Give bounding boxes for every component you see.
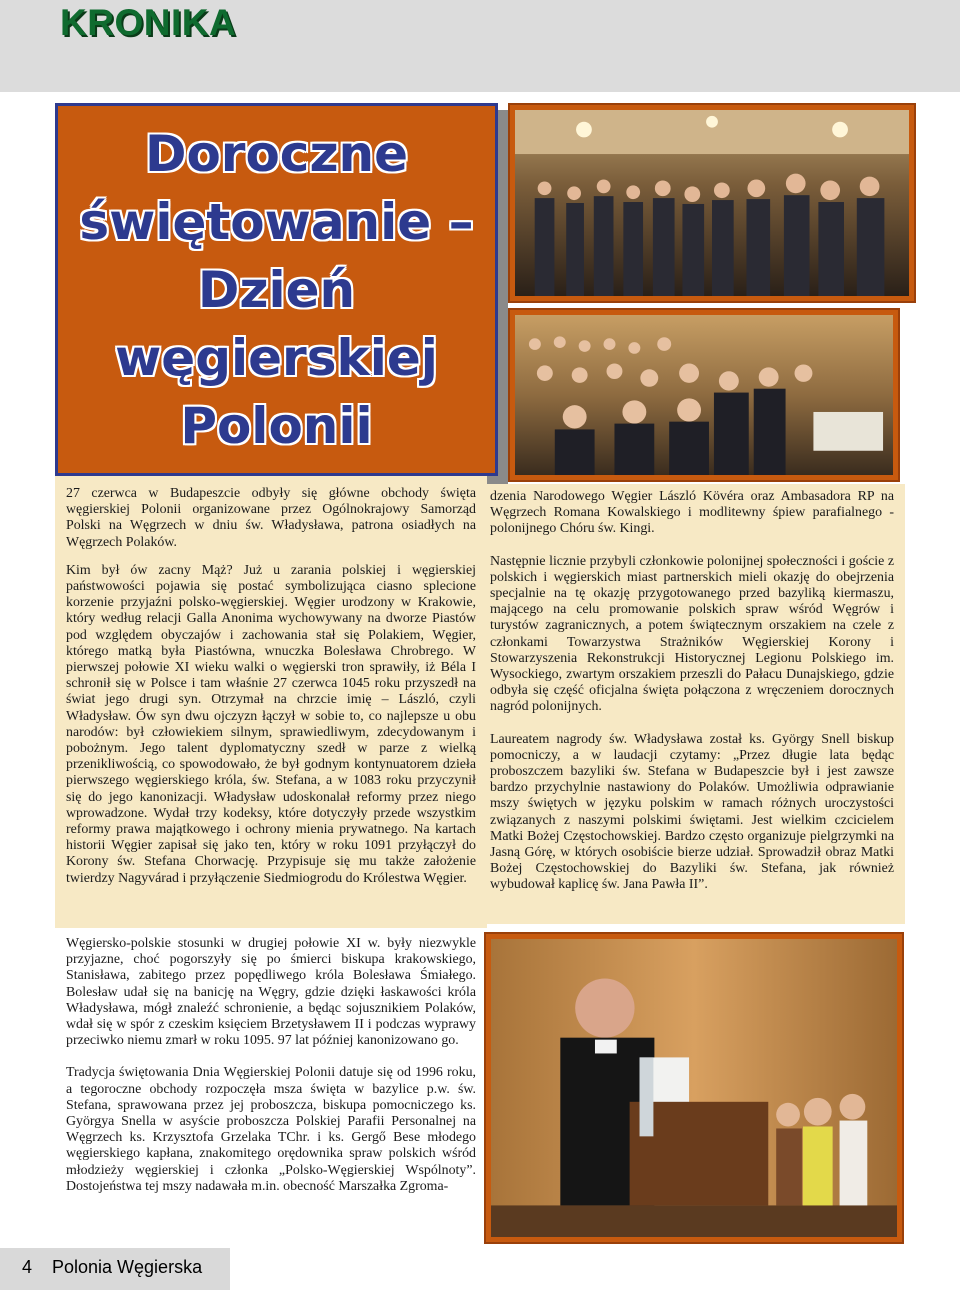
footer (0, 1248, 960, 1290)
paragraph: Węgiersko-polskie stosunki w drugiej połowie XI w. były niezwykle przyjazne, choć pogorszyły się po śmierci biskupa krakowskiego, Stanisława, zabitego przez popędliwego króla Bolesława Śmiałego. Bolesław udał się na banicję na Węgry, gdzie dzięki łaskawości króla Władysława, mógł znaleźć schronienie, a będąc sojusznikiem Polaków, wdał się w spór z czeskim księciem Brzetysławem II i podczas wyprawy przeciwko niemu zmarł w roku 1095. 97 lat później kanonizowano go. (66, 936, 476, 1049)
page-number: 4 (22, 1257, 33, 1277)
photo-bishop-speaking (491, 939, 897, 1237)
photo-audience-standing (515, 110, 909, 296)
paragraph: 27 czerwca w Budapeszcie odbyły się główne obchody święta węgierskiej Polonii organizowane przez Ogólnokrajowy Samorząd Polski na Węgrzech w dniu św. Władysława, patrona osiadłych na Węgrzech Polaków. (66, 486, 476, 550)
right-column-text (490, 489, 894, 894)
paragraph: Tradycja świętowania Dnia Węgierskiej Polonii datuje się od 1996 roku, a tegoroczne obchody rozpoczęła msza święta w bazylice p.w. św. Stefana, sprawowana przez jej proboszcza, biskupa pomocniczego ks. Györgya Snella w asyście proboszcza Polskiej Parafii Personalnej na Węgrzech ks. Krzysztofa Grzelaka TChr. i ks. Gergő Bese młodego węgierskiego kapłana, znakomitego orędownika spraw polskich wśród młodzieży węgierskiej i członka „Polsko-Węgierskiej Wspólnoty”. Dostojeństwa tej mszy nadawała m.in. obecność Marszałka Zgroma- (66, 1065, 476, 1194)
footer-band (0, 1248, 230, 1290)
paragraph: Kim był ów zacny Mąż? Już u zarania polskiej i węgierskiej państwowości pojawia się postać symbolizująca ciasno splecione korzenie przyjaźni polsko-węgierskiej. Węgier urodzony w Krakowie, który według relacji Galla Anonima wychowywany na dworze Piastów pod względem obyczajów i zachowania stał się Polakiem, Węgier, którego matką była Piastówna, wnuczka Bolesława Chrobrego. W pierwszej połowie XI wieku walki o węgierski tron sprawiły, iż Béla I schronił się w Polsce i tam właśnie 27 czerwca 1045 roku przyszedł na świat jego drugi syn. Otrzymał na chrzcie imię – László, czyli Władysław. Ów syn dwu ojczyzn łączył w sobie to, co najlepsze u obu narodów: był człowiekiem silnym, sprawiedliwym, zdecydowanym i pobożnym. Jego talent dyplomatyczny szedł w parze z wielką przenikliwością, co spowodowało, że był godnym kontynuatorem dzieła pierwszego węgierskiego króla, św. Stefana, a w 1083 roku przyczynił się do jego kanonizacji. Władysław udoskonalał reformy przez niego wprowadzone. Wydał trzy kodeksy, które dotyczyły przede wszystkim reformy prawa majątkowego i ochrony mienia prywatnego. Na kartach historii Węgier zapisał się jako ten, który w roku 1091 przyłączył do Korony św. Stefana Chorwację. Przypisuje się mu także założenie twierdzy Nagyvárad i przyłączenie Siedmiogrodu do Królestwa Węgier. (66, 562, 476, 886)
paragraph: Następnie licznie przybyli członkowie polonijnej społeczności i goście z polskich i węgierskich miast partnerskich mieli okazję do obejrzenia specjalnie na tę okazję przygotowanego przed bazyliką kiermaszu, mającego na celu promowanie polskich spraw wśród Węgrów i turystów zagranicznych, a potem świątecznym orszakiem na czele z członkami Towarzystwa Strażników Węgierskiej Korony i Stowarzyszenia Rekonstrukcji Historycznej Legionu Polskiego im. Wysockiego, zwartym orszakiem przeszli do Pałacu Dunajskiego, gdzie odbyła się część oficjalna święta połączona z wręczeniem dorocznych nagród polonijnych. (490, 553, 894, 715)
section-label: KRONIKA (60, 2, 237, 43)
left-column-text (66, 486, 476, 887)
photo-audience-applauding (515, 315, 893, 475)
title-line: węgierskiej (115, 328, 438, 387)
title-line: Polonii (180, 396, 373, 455)
paragraph: dzenia Narodowego Węgier László Kövéra oraz Ambasadora RP na Węgrzech Romana Kowalskiego i modlitewny śpiew parafialnego - polonijnego Chóru św. Kingi. (490, 489, 894, 537)
photo-frame-top (508, 103, 916, 303)
title-line: Dzień (197, 260, 356, 319)
photo-frame-bottom (484, 932, 904, 1244)
photo-frame-middle (508, 308, 900, 482)
lower-left-text (66, 936, 476, 1195)
magazine-name: Polonia Węgierska (52, 1257, 203, 1277)
title-line: świętowanie – (79, 192, 474, 251)
paragraph: Laureatem nagrody św. Władysława został ks. György Snell biskup pomocniczy, a w laudacji czytamy: „Przez długie lata będąc proboszczem bazyliki św. Stefana w Budapeszcie był i jest zawsze bardzo przychylnie nastawiony do Polaków. Umożliwia odprawianie mszy świętych w języku polskim w ramach różnych uroczystości związanych z naszymi polskimi świętami. Jest wielkim czcicielem Matki Bożej Częstochowskiej. Bardzo często organizuje pielgrzymki na Jasną Górę, w których osobiście bierze udział. Sprowadził obraz Matki Bożej Częstochowskiej do Bazyliki św. Stefana, jak również wybudował kaplicę św. Jana Pawła II”. (490, 731, 894, 893)
title-line: Doroczne (144, 124, 409, 183)
article-title (55, 103, 498, 476)
